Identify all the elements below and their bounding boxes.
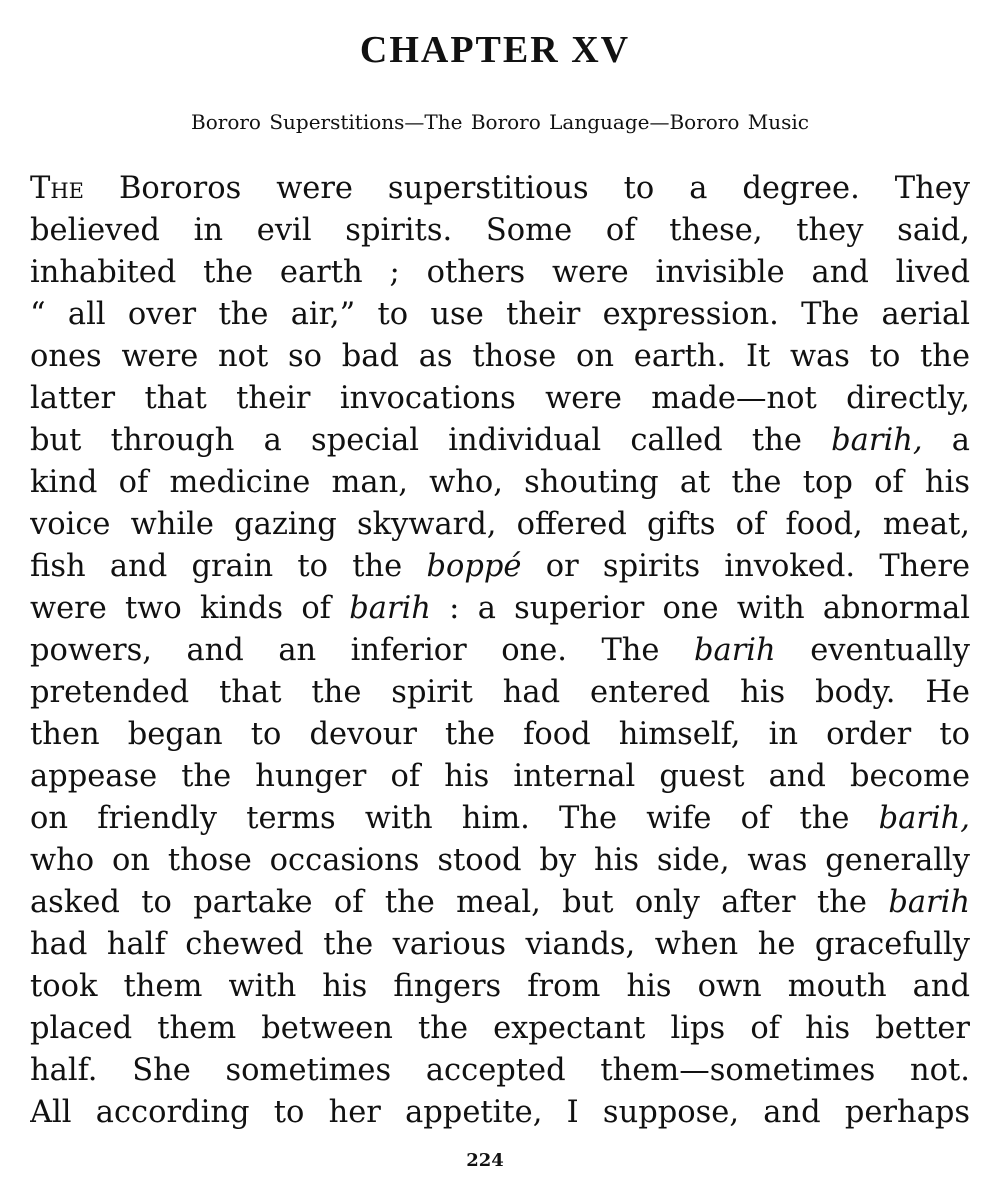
text-segment: fish and grain to the [30,549,427,584]
text-line [30,882,970,924]
italic-term: barih [694,633,776,668]
text-line [30,420,970,462]
text-line [30,546,970,588]
text-segment: who on those occasions stood by his side, was generally [30,843,970,878]
text-segment: believed in evil spirits. Some of these, they said, [30,213,970,248]
chapter-subtitle: Bororo Superstitions—The Bororo Language—Bororo Music [191,110,809,134]
chapter-title: CHAPTER XV [359,29,631,71]
text-line [30,756,970,798]
text-line [30,630,970,672]
page-number: 224 [466,1150,504,1171]
text-segment: took them with his fingers from his own mouth and [30,969,970,1004]
body-text [30,168,970,1134]
text-segment: appease the hunger of his internal guest and become [30,759,970,794]
text-segment: then began to devour the food himself, in order to [30,717,970,752]
text-line [30,210,970,252]
text-segment: : a superior one with abnormal [430,591,970,626]
text-line [30,1008,970,1050]
text-segment: voice while gazing skyward, offered gifts of food, meat, [30,507,970,542]
text-segment: had half chewed the various viands, when he gracefully [30,927,970,962]
text-line [30,966,970,1008]
text-segment: placed them between the expectant lips of his better [30,1011,970,1046]
text-line [30,1050,970,1092]
text-segment: a [922,423,970,458]
text-line [30,294,970,336]
italic-term: boppé [426,549,522,584]
text-segment: “ all over the air,” to use their expression. The aerial [30,297,970,332]
italic-term: barih, [831,423,923,458]
text-segment: half. She sometimes accepted them—sometimes not. [30,1053,970,1088]
text-line [30,252,970,294]
text-segment: All according to her appetite, I suppose, and perhaps [30,1095,970,1130]
text-segment: eventually [775,633,970,668]
text-segment: on friendly terms with him. The wife of the [30,801,879,836]
text-segment: latter that their invocations were made—not directly, [30,381,970,416]
text-segment: asked to partake of the meal, but only after the [30,885,889,920]
text-line [30,798,970,840]
text-segment: ones were not so bad as those on earth. It was to the [30,339,970,374]
text-segment: Bororos were superstitious to a degree. They [84,171,970,206]
text-segment: but through a special individual called the [30,423,832,458]
italic-term: barih, [878,801,970,836]
italic-term: barih [888,885,970,920]
text-segment: pretended that the spirit had entered his body. He [30,675,970,710]
text-segment: were two kinds of [30,591,350,626]
text-segment: powers, and an inferior one. The [30,633,694,668]
italic-term: barih [349,591,431,626]
text-line [30,168,970,210]
text-line [30,504,970,546]
text-line [30,672,970,714]
text-line [30,714,970,756]
text-line [30,336,970,378]
text-line [30,924,970,966]
text-line [30,840,970,882]
text-segment: or spirits invoked. There [521,549,970,584]
text-line [30,462,970,504]
text-segment: kind of medicine man, who, shouting at the top of his [30,465,970,500]
text-segment: inhabited the earth ; others were invisible and lived [30,255,970,290]
lead-word: The [30,171,84,206]
text-line [30,588,970,630]
text-line [30,1092,970,1134]
text-line [30,378,970,420]
